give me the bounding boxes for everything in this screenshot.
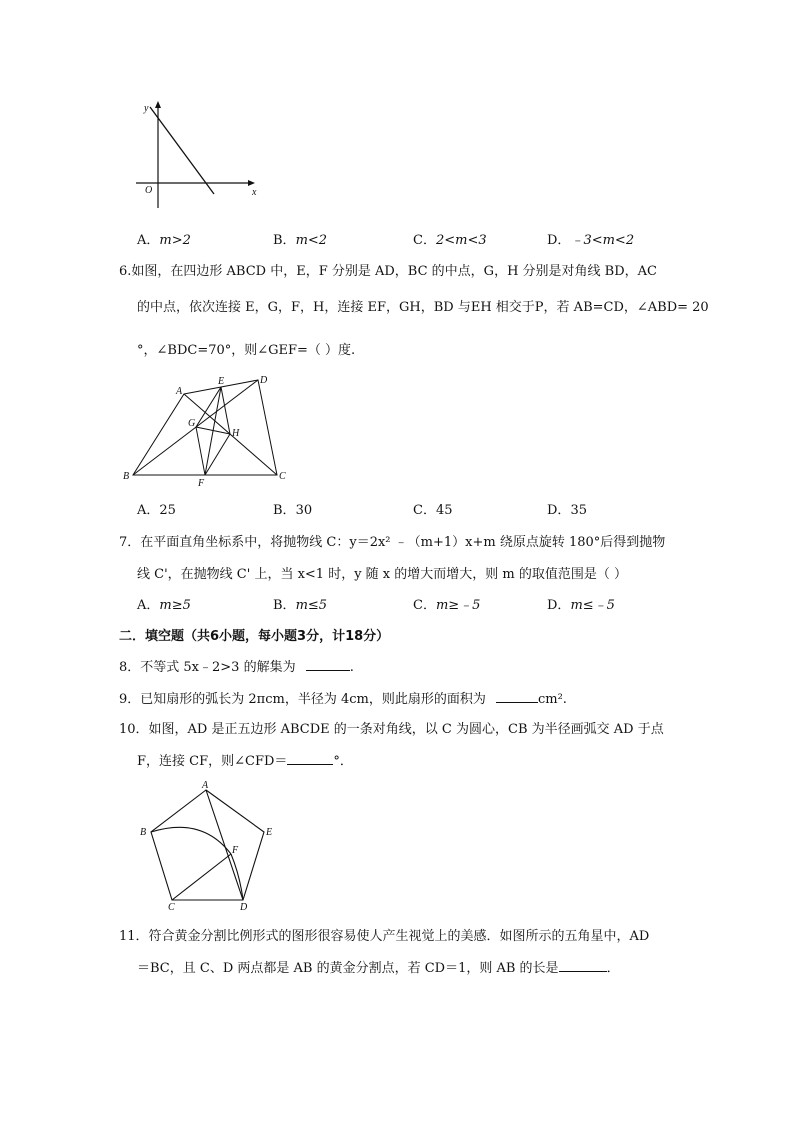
- y-axis-arrow: [155, 101, 161, 108]
- q10-answer-blank[interactable]: [287, 752, 333, 765]
- q7-option-c[interactable]: C．m≥﹣5: [413, 598, 481, 613]
- q5-option-c[interactable]: C．2<m<3: [413, 233, 487, 248]
- q5-line-graph: [128, 98, 268, 213]
- label-a: A: [176, 386, 183, 397]
- section-2-title: 二．填空题（共6小题，每小题3分，计18分）: [119, 629, 390, 644]
- label-origin: O: [145, 185, 153, 196]
- q7-option-a[interactable]: A．m≥5: [137, 598, 191, 613]
- label-x: x: [252, 187, 257, 198]
- label-a: A: [202, 780, 209, 791]
- label-e: E: [218, 376, 225, 387]
- q6-text-line3: °，∠BDC=70°，则∠GEF=（ ）度.: [137, 343, 356, 358]
- label-c: C: [279, 471, 286, 482]
- q10-text-line1: 10．如图，AD 是正五边形 ABCDE 的一条对角线，以 C 为圆心，CB 为半径画弧交 AD 于点: [119, 722, 664, 737]
- label-y: y: [144, 103, 149, 114]
- q11-text-line2: ＝BC，且 C、D 两点都是 AB 的黄金分割点，若 CD＝1，则 AB 的长是 ．: [137, 961, 620, 976]
- graph-line: [150, 107, 214, 194]
- q7-option-d[interactable]: D．m≤﹣5: [547, 598, 615, 613]
- q7-text-line1: 7．在平面直角坐标系中，将抛物线 C：y＝2x² ﹣（m+1）x+m 绕原点旋转 180°后得到抛物: [119, 535, 666, 550]
- q6-quadrilateral-figure: [118, 370, 298, 488]
- label-e: E: [266, 827, 273, 838]
- q7-text-line2: 线 C'，在抛物线 C' 上，当 x<1 时，y 随 x 的增大而增大，则 m 的取值范围是（ ）: [137, 567, 627, 582]
- seg-gf: [196, 427, 205, 475]
- q9-answer-blank[interactable]: [496, 690, 538, 703]
- label-c: C: [168, 902, 175, 910]
- label-f: F: [232, 845, 239, 856]
- diag-bd: [133, 380, 258, 475]
- label-h: H: [232, 428, 240, 439]
- q6-option-c[interactable]: C．45: [413, 503, 453, 518]
- label-b: B: [123, 471, 130, 482]
- label-g: G: [188, 418, 196, 429]
- q10-text-line2: F，连接 CF，则∠CFD＝ °．: [137, 754, 353, 769]
- q11-answer-blank[interactable]: [559, 959, 607, 972]
- quad-abcd: [133, 380, 277, 475]
- q6-option-a[interactable]: A．25: [137, 503, 176, 518]
- q6-text-line2: 的中点，依次连接 E，G，F，H，连接 EF，GH，BD 与EH 相交于P，若 AB=CD，∠ABD= 20: [137, 300, 709, 315]
- q6-option-b[interactable]: B．30: [273, 503, 313, 518]
- q5-option-d[interactable]: D．﹣3<m<2: [547, 233, 635, 248]
- label-d: D: [240, 902, 248, 910]
- q9-text: 9．已知扇形的弧长为 2πcm，半径为 4cm，则此扇形的面积为 cm².: [119, 692, 567, 707]
- q8-answer-blank[interactable]: [306, 658, 350, 671]
- q5-option-b[interactable]: B．m<2: [273, 233, 328, 248]
- label-b: B: [140, 827, 147, 838]
- arc-bf: [151, 827, 231, 854]
- q10-pentagon-figure: [134, 778, 284, 910]
- q5-option-a[interactable]: A．m>2: [137, 233, 191, 248]
- label-d: D: [260, 375, 268, 386]
- q8-text: 8．不等式 5x﹣2>3 的解集为 .: [119, 660, 354, 675]
- q7-option-b[interactable]: B．m≤5: [273, 598, 328, 613]
- pentagon-abcde: [151, 790, 264, 900]
- q6-text-line1: 6.如图，在四边形 ABCD 中，E，F 分别是 AD，BC 的中点，G，H 分别是对角线 BD，AC: [119, 264, 657, 279]
- seg-cf: [172, 854, 231, 900]
- x-axis-arrow: [248, 180, 255, 186]
- q11-text-line1: 11．符合黄金分割比例形式的图形很容易使人产生视觉上的美感．如图所示的五角星中，AD: [119, 929, 650, 944]
- q6-option-d[interactable]: D．35: [547, 503, 587, 518]
- label-f: F: [198, 478, 205, 488]
